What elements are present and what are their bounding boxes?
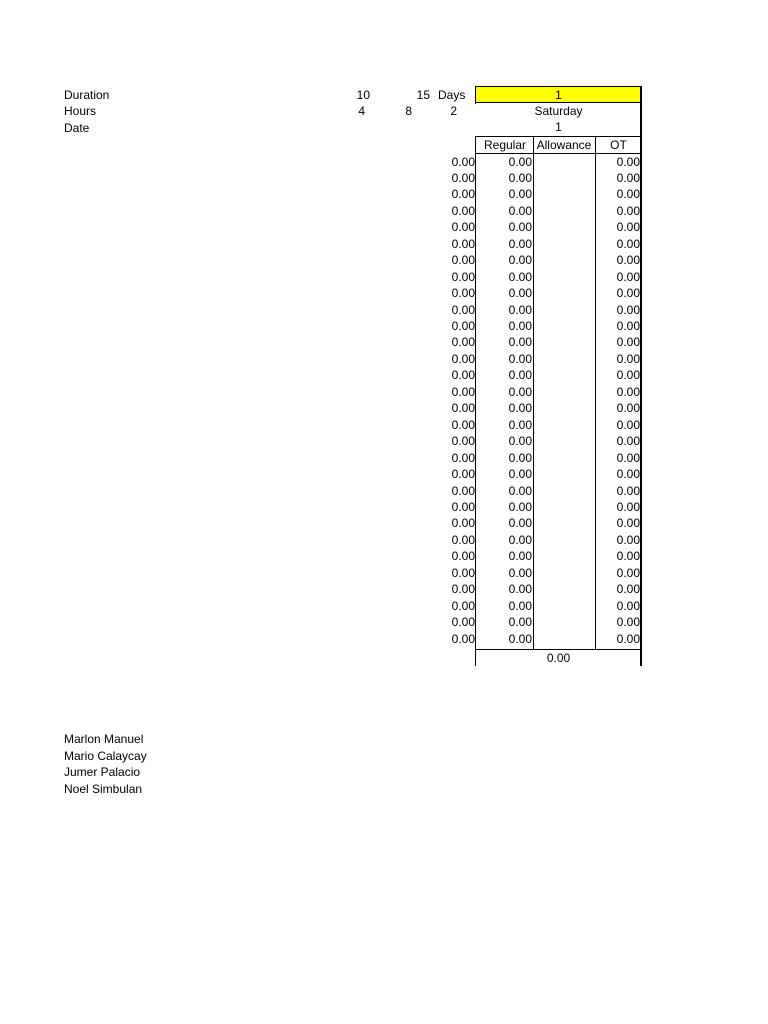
date-number-cell: 1	[555, 120, 562, 134]
row-left-value: 0.00	[451, 565, 475, 580]
column-header-regular: Regular	[483, 138, 527, 152]
row-ot-value: 0.00	[616, 582, 640, 597]
table-row	[0, 367, 768, 383]
row-left-value: 0.00	[451, 549, 475, 564]
row-left-value: 0.00	[451, 351, 475, 366]
row-ot-value: 0.00	[616, 220, 640, 235]
table-row	[0, 598, 768, 614]
grid-line-top	[476, 86, 641, 87]
row-regular-value: 0.00	[508, 582, 532, 597]
table-row	[0, 252, 768, 268]
row-ot-value: 0.00	[616, 467, 640, 482]
row-ot-value: 0.00	[616, 384, 640, 399]
table-row	[0, 417, 768, 433]
row-left-value: 0.00	[451, 598, 475, 613]
hours-value-3: 2	[450, 104, 457, 118]
row-regular-value: 0.00	[508, 302, 532, 317]
row-ot-value: 0.00	[616, 499, 640, 514]
table-row	[0, 269, 768, 285]
table-row	[0, 236, 768, 252]
table-row	[0, 631, 768, 647]
row-regular-value: 0.00	[508, 401, 532, 416]
table-row	[0, 318, 768, 334]
row-left-value: 0.00	[451, 434, 475, 449]
table-row	[0, 499, 768, 515]
table-row	[0, 400, 768, 416]
row-regular-value: 0.00	[508, 269, 532, 284]
row-left-value: 0.00	[451, 269, 475, 284]
table-row	[0, 532, 768, 548]
employee-name: Mario Calaycay	[64, 748, 147, 763]
grid-vline-left	[475, 136, 476, 666]
row-regular-value: 0.00	[508, 516, 532, 531]
row-ot-value: 0.00	[616, 598, 640, 613]
row-regular-value: 0.00	[508, 565, 532, 580]
row-ot-value: 0.00	[616, 549, 640, 564]
table-row	[0, 581, 768, 597]
row-regular-value: 0.00	[508, 187, 532, 202]
row-ot-value: 0.00	[616, 302, 640, 317]
employee-name: Marlon Manuel	[64, 732, 144, 746]
row-ot-value: 0.00	[616, 269, 640, 284]
grid-line-total	[476, 649, 641, 650]
row-regular-value: 0.00	[508, 450, 532, 465]
column-header-ot: OT	[610, 138, 627, 152]
row-regular-value: 0.00	[508, 434, 532, 449]
table-row	[0, 170, 768, 186]
table-row	[0, 466, 768, 482]
table-row	[0, 565, 768, 581]
row-regular-value: 0.00	[508, 203, 532, 218]
row-ot-value: 0.00	[616, 615, 640, 630]
table-row	[0, 351, 768, 367]
row-ot-value: 0.00	[616, 483, 640, 498]
row-regular-value: 0.00	[508, 499, 532, 514]
row-regular-value: 0.00	[508, 483, 532, 498]
grid-vline-allowance	[595, 136, 596, 650]
row-regular-value: 0.00	[508, 615, 532, 630]
row-ot-value: 0.00	[616, 368, 640, 383]
row-ot-value: 0.00	[616, 236, 640, 251]
row-ot-value: 0.00	[616, 319, 640, 333]
row-left-value: 0.00	[451, 499, 475, 514]
row-ot-value: 0.00	[616, 154, 640, 169]
row-left-value: 0.00	[451, 154, 475, 169]
table-row	[0, 186, 768, 202]
row-ot-value: 0.00	[616, 450, 640, 465]
weekday-cell: Saturday	[534, 104, 583, 118]
row-regular-value: 0.00	[508, 417, 532, 432]
row-ot-value: 0.00	[616, 565, 640, 580]
row-regular-value: 0.00	[508, 598, 532, 613]
row-regular-value: 0.00	[508, 467, 532, 482]
row-left-value: 0.00	[451, 368, 475, 383]
grid-vline-regular	[533, 136, 534, 650]
duration-value-1: 10	[356, 88, 370, 102]
row-left-value: 0.00	[451, 286, 475, 301]
duration-label: Duration	[64, 88, 110, 102]
grid-vline-left-top	[475, 86, 476, 104]
days-label: Days	[438, 88, 466, 102]
table-row	[0, 219, 768, 235]
row-left-value: 0.00	[451, 582, 475, 597]
table-row	[0, 548, 768, 564]
table-row	[0, 154, 768, 170]
grid-vline-right	[640, 86, 642, 666]
employee-name: Noel Simbulan	[64, 781, 143, 796]
row-left-value: 0.00	[451, 187, 475, 202]
row-ot-value: 0.00	[616, 170, 640, 185]
row-left-value: 0.00	[451, 467, 475, 482]
row-left-value: 0.00	[451, 483, 475, 498]
row-ot-value: 0.00	[616, 631, 640, 646]
row-regular-value: 0.00	[508, 368, 532, 383]
row-ot-value: 0.00	[616, 434, 640, 449]
table-row	[0, 614, 768, 630]
table-row	[0, 302, 768, 318]
row-left-value: 0.00	[451, 253, 475, 268]
row-left-value: 0.00	[451, 532, 475, 547]
row-regular-value: 0.00	[508, 253, 532, 268]
row-left-value: 0.00	[451, 302, 475, 317]
row-regular-value: 0.00	[508, 154, 532, 169]
row-ot-value: 0.00	[616, 203, 640, 218]
row-left-value: 0.00	[451, 170, 475, 185]
table-row	[0, 384, 768, 400]
date-label: Date	[64, 121, 90, 135]
row-regular-value: 0.00	[508, 335, 532, 350]
row-left-value: 0.00	[451, 516, 475, 531]
row-ot-value: 0.00	[616, 335, 640, 350]
row-left-value: 0.00	[451, 417, 475, 432]
column-header-allowance: Allowance	[536, 138, 592, 152]
row-regular-value: 0.00	[508, 532, 532, 547]
row-left-value: 0.00	[451, 203, 475, 218]
table-row	[0, 285, 768, 301]
row-ot-value: 0.00	[616, 253, 640, 268]
row-regular-value: 0.00	[508, 236, 532, 251]
total-value: 0.00	[546, 651, 571, 665]
day-number-cell: 1	[476, 87, 641, 103]
row-regular-value: 0.00	[508, 351, 532, 366]
row-left-value: 0.00	[451, 450, 475, 465]
row-left-value: 0.00	[451, 319, 475, 333]
row-regular-value: 0.00	[508, 286, 532, 301]
row-left-value: 0.00	[451, 384, 475, 399]
row-regular-value: 0.00	[508, 170, 532, 185]
row-left-value: 0.00	[451, 236, 475, 251]
table-row	[0, 483, 768, 499]
row-left-value: 0.00	[451, 220, 475, 235]
row-ot-value: 0.00	[616, 187, 640, 202]
table-row	[0, 334, 768, 350]
table-row	[0, 433, 768, 449]
row-regular-value: 0.00	[508, 631, 532, 646]
hours-value-2: 8	[405, 104, 412, 118]
row-left-value: 0.00	[451, 631, 475, 646]
hours-label: Hours	[64, 104, 97, 118]
grid-line-header-top	[476, 136, 641, 137]
table-row	[0, 515, 768, 531]
row-ot-value: 0.00	[616, 532, 640, 547]
row-regular-value: 0.00	[508, 220, 532, 235]
row-ot-value: 0.00	[616, 286, 640, 301]
row-regular-value: 0.00	[508, 384, 532, 399]
row-regular-value: 0.00	[508, 319, 532, 333]
row-left-value: 0.00	[451, 335, 475, 350]
table-row	[0, 203, 768, 219]
row-ot-value: 0.00	[616, 401, 640, 416]
table-row	[0, 450, 768, 466]
hours-value-1: 4	[358, 104, 365, 118]
row-left-value: 0.00	[451, 615, 475, 630]
row-ot-value: 0.00	[616, 351, 640, 366]
row-ot-value: 0.00	[616, 516, 640, 531]
grid-line-header-bottom	[476, 153, 641, 154]
duration-value-2: 15	[416, 88, 430, 102]
employee-name: Jumer Palacio	[64, 765, 141, 779]
row-regular-value: 0.00	[508, 549, 532, 564]
row-left-value: 0.00	[451, 401, 475, 416]
grid-line-day	[476, 102, 641, 103]
row-ot-value: 0.00	[616, 417, 640, 432]
